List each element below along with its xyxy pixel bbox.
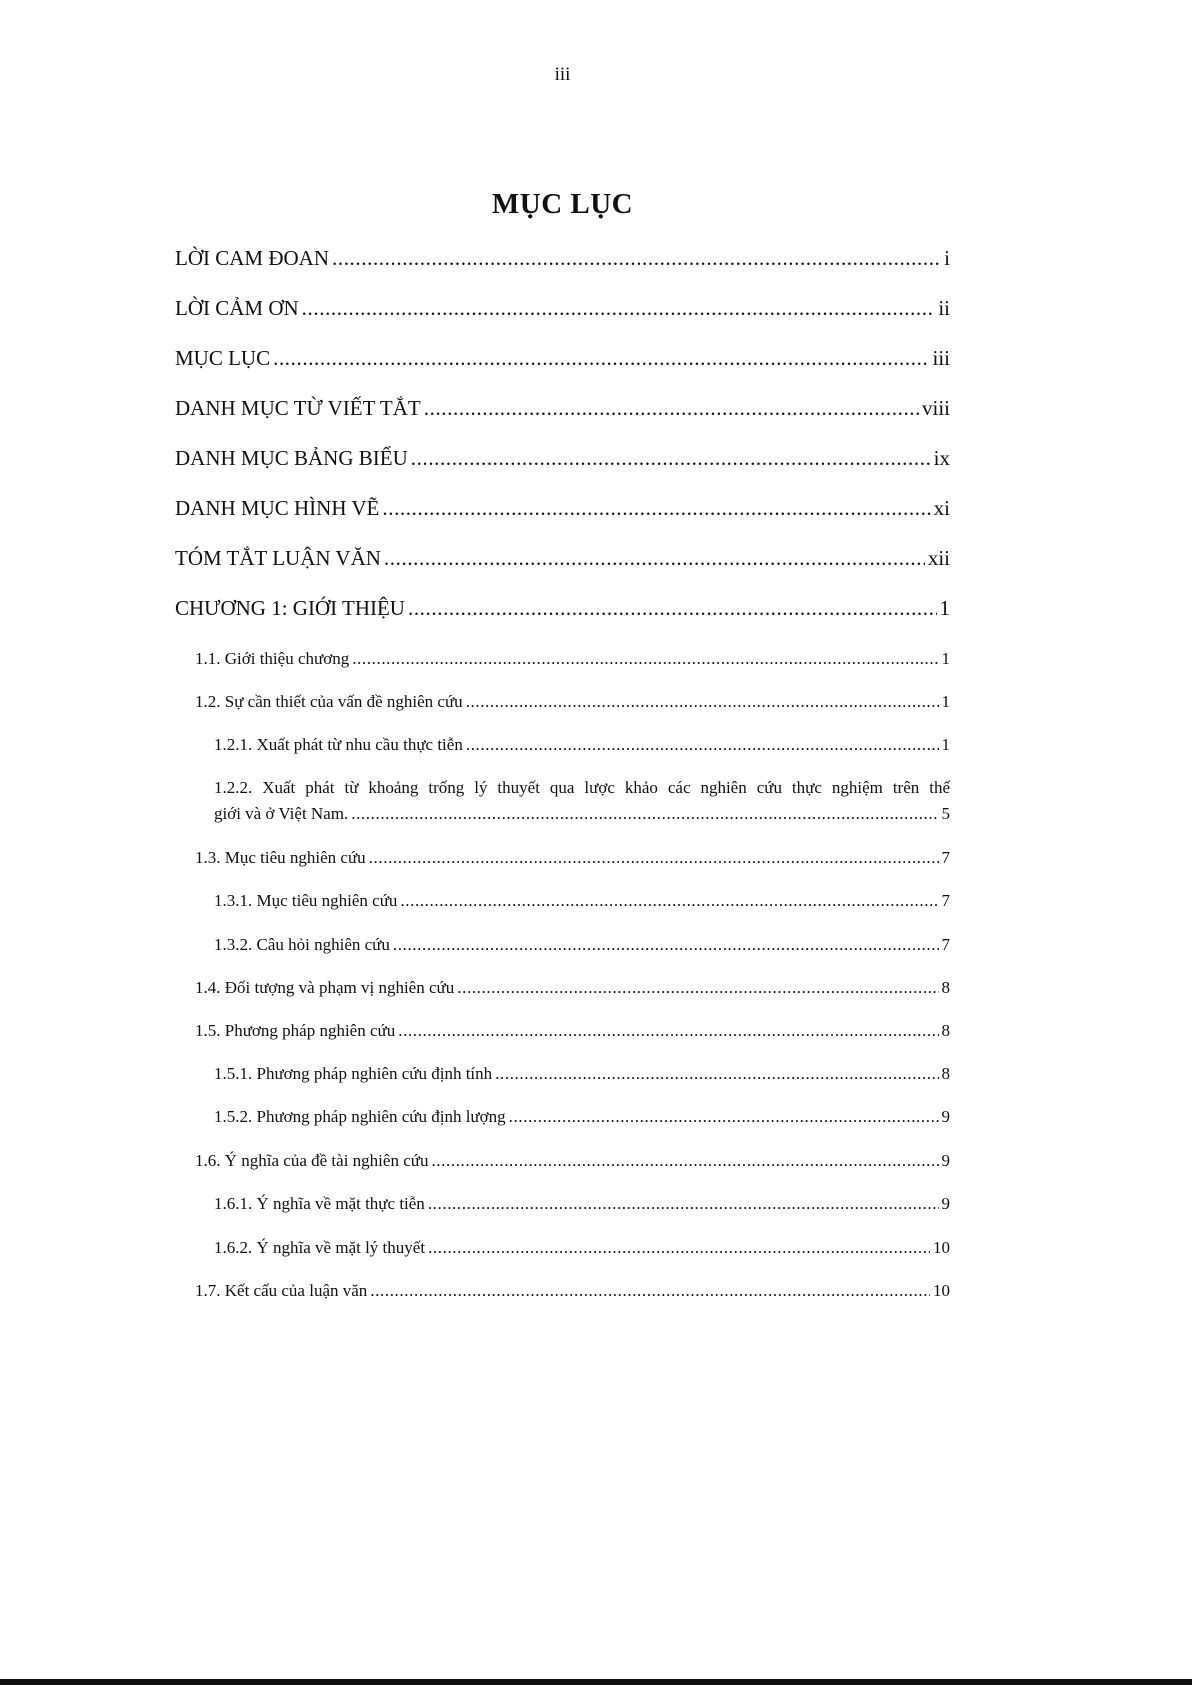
dot-leader	[509, 1107, 939, 1127]
dot-leader	[382, 496, 930, 521]
toc-entry-page: 8	[941, 978, 950, 997]
dot-leader	[398, 1021, 938, 1041]
toc-entry-label: LỜI CẢM ƠN	[175, 296, 299, 320]
toc-entry[interactable]	[214, 1194, 950, 1214]
toc-entry[interactable]	[195, 1151, 950, 1171]
dot-leader	[431, 1151, 938, 1171]
toc-entry[interactable]	[214, 891, 950, 911]
toc-title: MỤC LỤC	[491, 188, 634, 220]
dot-leader	[424, 396, 919, 421]
toc-entry[interactable]	[175, 496, 950, 521]
toc-entry-page: 1	[941, 692, 950, 711]
toc-entry[interactable]	[195, 978, 950, 998]
toc-entry-label: 1.2.1. Xuất phát từ nhu cầu thực tiễn	[214, 735, 463, 754]
toc-entry[interactable]	[195, 848, 950, 868]
toc-entry-page: xi	[933, 496, 950, 520]
toc-entry-page: 1	[939, 596, 950, 620]
toc-entry-page: i	[944, 246, 950, 270]
toc-entry[interactable]	[214, 735, 950, 755]
dot-leader	[411, 446, 931, 471]
toc-entry[interactable]	[214, 804, 950, 824]
dot-leader	[466, 735, 939, 755]
dot-leader	[428, 1238, 930, 1258]
dot-leader	[369, 848, 939, 868]
toc-entry-label: 1.5.1. Phương pháp nghiên cứu định tính	[214, 1064, 493, 1083]
toc-entry-label: 1.3.2. Câu hỏi nghiên cứu	[214, 935, 390, 954]
toc-entry-label: 1.4. Đối tượng và phạm vị nghiên cứu	[195, 978, 455, 997]
toc-entry[interactable]	[195, 1021, 950, 1041]
toc-entry-page: iii	[932, 346, 950, 370]
toc-entry-page: 7	[941, 848, 950, 867]
toc-entry-label: LỜI CAM ĐOAN	[175, 246, 329, 270]
toc-entry-page: 9	[941, 1151, 950, 1170]
toc-entry[interactable]	[175, 396, 950, 421]
toc-entry-label: 1.5.2. Phương pháp nghiên cứu định lượng	[214, 1107, 506, 1126]
dot-leader	[393, 935, 939, 955]
dot-leader	[466, 692, 939, 712]
toc-entry-page: ii	[938, 296, 950, 320]
page-number: iii	[554, 64, 571, 85]
dot-leader	[351, 804, 938, 824]
toc-entry-label: 1.2. Sự cần thiết của vấn đề nghiên cứu	[195, 692, 463, 711]
toc-entry-page: 7	[941, 935, 950, 954]
dot-leader	[495, 1064, 938, 1084]
toc-entry-page: 8	[941, 1021, 950, 1040]
dot-leader	[302, 296, 936, 321]
toc-entry-label: giới và ở Việt Nam.	[214, 804, 349, 823]
toc-entry-label: 1.6.1. Ý nghĩa về mặt thực tiễn	[214, 1194, 425, 1213]
toc-entry-label: 1.1. Giới thiệu chương	[195, 649, 350, 668]
toc-entry-page: 10	[933, 1281, 950, 1300]
toc-entry[interactable]	[195, 1281, 950, 1301]
toc-entry-label: MỤC LỤC	[175, 346, 271, 370]
toc-entry-page: 1	[941, 735, 950, 754]
toc-entry[interactable]	[214, 1107, 950, 1127]
toc-entry[interactable]	[214, 1064, 950, 1084]
toc-entry-label: 1.3. Mục tiêu nghiên cứu	[195, 848, 366, 867]
toc-entry-label: DANH MỤC BẢNG BIỂU	[175, 446, 408, 470]
toc-entry[interactable]	[195, 649, 950, 669]
toc-entry-label: TÓM TẮT LUẬN VĂN	[175, 546, 381, 570]
bottom-edge-bar	[0, 1679, 1192, 1685]
toc-entry-label: DANH MỤC TỪ VIẾT TẮT	[175, 396, 421, 420]
dot-leader	[384, 546, 925, 571]
toc-entry-page: xii	[927, 546, 950, 570]
toc-entry-label: 1.7. Kết cấu của luận văn	[195, 1281, 368, 1300]
toc-entry-label: 1.6. Ý nghĩa của đề tài nghiên cứu	[195, 1151, 429, 1170]
toc-entry[interactable]	[175, 296, 950, 321]
toc-entry-label: CHƯƠNG 1: GIỚI THIỆU	[175, 596, 405, 620]
toc-entry-label: 1.3.1. Mục tiêu nghiên cứu	[214, 891, 398, 910]
toc-entry[interactable]	[175, 546, 950, 571]
dot-leader	[400, 891, 938, 911]
toc-entry-label: DANH MỤC HÌNH VẼ	[175, 496, 380, 520]
toc-entry[interactable]	[214, 935, 950, 955]
toc-entry[interactable]	[214, 1238, 950, 1258]
toc-entry-page: 7	[941, 891, 950, 910]
toc-entry-page: viii	[921, 396, 950, 420]
toc-entry-label-line1[interactable]: 1.2.2. Xuất phát từ khoảng trống lý thuyết qua lược khảo các nghiên cứu thực nghiệm trên thế	[214, 778, 950, 797]
toc-entry-page: ix	[933, 446, 950, 470]
toc-entry[interactable]	[195, 692, 950, 712]
toc-entry-label: 1.6.2. Ý nghĩa về mặt lý thuyết	[214, 1238, 426, 1257]
toc-entry-label: 1.5. Phương pháp nghiên cứu	[195, 1021, 396, 1040]
toc-entry[interactable]	[175, 446, 950, 471]
toc-entry-page: 9	[941, 1107, 950, 1126]
toc-entry[interactable]	[175, 246, 950, 271]
toc-entry-page: 10	[933, 1238, 950, 1257]
dot-leader	[332, 246, 941, 271]
toc-entry-page: 5	[941, 804, 950, 823]
toc-entry-page: 9	[941, 1194, 950, 1213]
dot-leader	[273, 346, 929, 371]
dot-leader	[428, 1194, 939, 1214]
dot-leader	[352, 649, 938, 669]
dot-leader	[457, 978, 938, 998]
toc-entry[interactable]	[175, 596, 950, 621]
dot-leader	[408, 596, 937, 621]
toc-entry-page: 1	[941, 649, 950, 668]
toc-entry-page: 8	[941, 1064, 950, 1083]
toc-entry[interactable]	[175, 346, 950, 371]
dot-leader	[370, 1281, 930, 1301]
